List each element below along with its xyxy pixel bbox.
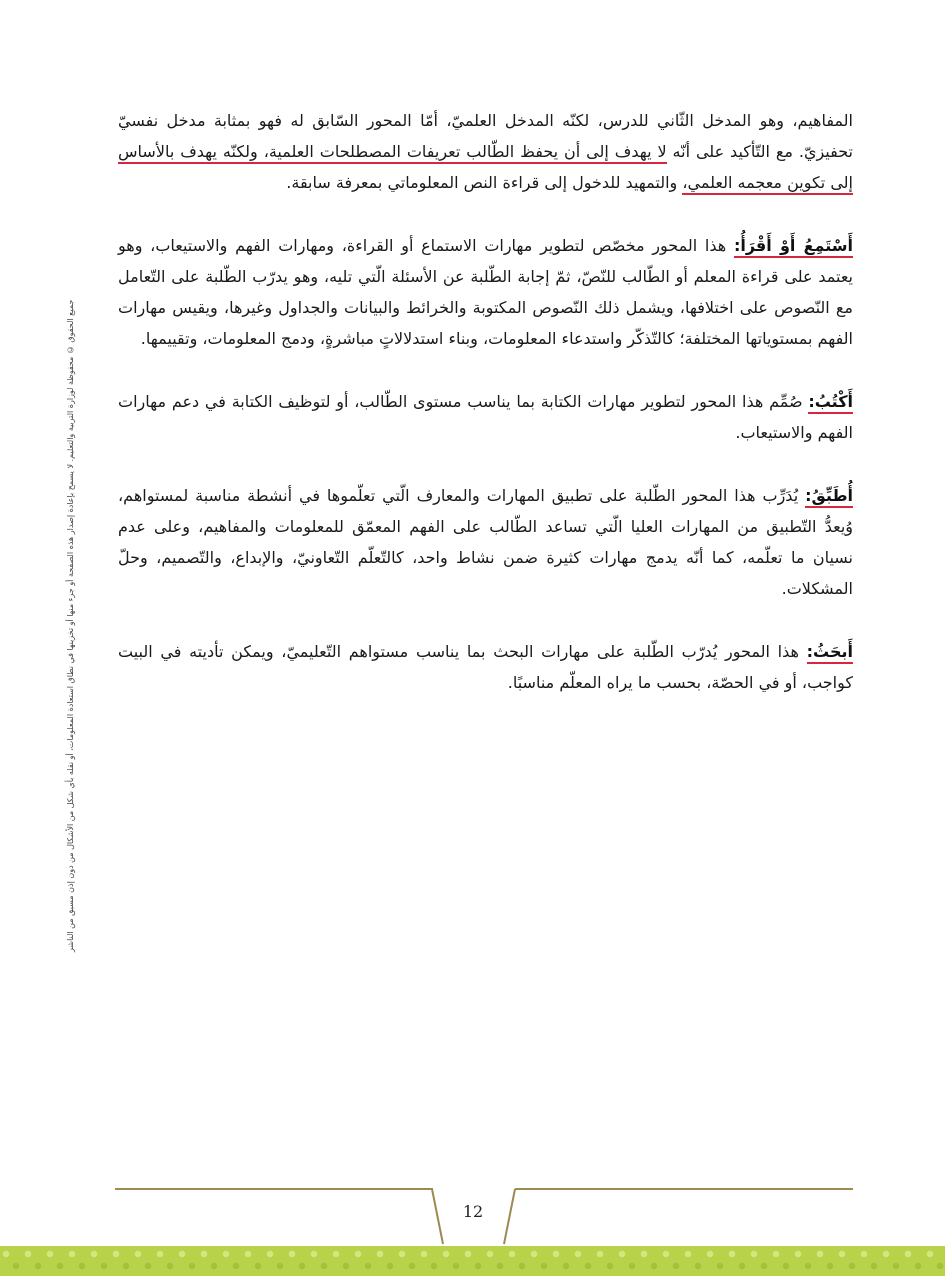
apply-text: يُدَرِّب هذا المحور الطّلبة على تطبيق المهارات والمعارف الّتي تعلّموها في أنشطة مناسبة لمستواهم، وُيعدُّ التّطبيق من المهارات العليا الّتي تساعد الطّالب على الفهم المعمّق للمعلومات والمفاهيم، وعلى عدم نسيان ما تعلّمه، كما أنّه يدمج مهارات كثيرة ضمن نشاط واحد، كالتّعلّم التّعاونيّ، والإبداع، والتّصميم، وحلّ المشكلات.: [118, 486, 853, 598]
write-heading: أَكْتُبُ:: [808, 392, 853, 414]
intro-underlined-text: لا يهدف إلى أن يحفظ الطّالب تعريفات المصطلحات العلمية، ولكنّه يهدف بالأساس إلى تكوين معجمه العلمي،: [118, 142, 853, 195]
research-paragraph: [118, 636, 853, 698]
write-text: صُمِّم هذا المحور لتطوير مهارات الكتابة بما يناسب مستوى الطّالب، أو لتوظيف الكتابة في دعم مهارات الفهم والاستيعاب.: [118, 392, 853, 442]
main-content: [118, 105, 853, 730]
research-heading: أَبحَثُ:: [807, 642, 853, 664]
copyright-side-note: جميع الحقوق © محفوظة لوزارة التربية والتعليم. لا يسمح بإعادة إصدار هذه الصفحة أو جزء منها أو تخزينها في نطاق استعادة المعلومات، أو نقله بأي شكل من الأشكال من دون إذن مسبق من الناشر: [66, 300, 75, 953]
listen-read-paragraph: [118, 230, 853, 354]
footer-line-left: [115, 1188, 433, 1190]
intro-text-1: المفاهيم، وهو المدخل الثّاني للدرس، لكنّه المدخل العلميّ، أمّا المحور السّابق له فهو بمثابة مدخل نفسيّ تحفيزيّ. مع التّأكيد على أنّه: [118, 111, 853, 161]
page-number: 12: [462, 1202, 484, 1221]
apply-paragraph: [118, 480, 853, 604]
listen-read-text: هذا المحور مخصّص لتطوير مهارات الاستماع أو القراءة، ومهارات الفهم والاستيعاب، وهو يعتمد على قراءة المعلم أو الطّالب للنّصّ، ثمّ إجابة الطّلبة عن الأسئلة الّتي تليه، وهو يدرّب الطّلبة على التّعامل مع النّصوص على اختلافها، ويشمل ذلك النّصوص المكتوبة والخرائط والبيانات والجداول وغيرها، ويقيس مهارات الفهم بمستوياتها المختلفة؛ كالتّذكّر واستدعاء المعلومات، وبناء استدلالاتٍ مباشرةٍ، ودمج المعلومات، وتقييمها.: [118, 236, 853, 348]
intro-text-2: والتمهيد للدخول إلى قراءة النص المعلوماتي بمعرفة سابقة.: [286, 173, 683, 192]
write-paragraph: [118, 386, 853, 448]
intro-paragraph: [118, 105, 853, 198]
decorative-green-band: [0, 1246, 945, 1276]
research-text: هذا المحور يُدرّب الطّلبة على مهارات البحث بما يناسب مستواهم التّعليميّ، ويمكن تأديته في البيت كواجب، أو في الحصّة، بحسب ما يراه المعلّم مناسبًا.: [118, 642, 853, 692]
listen-read-heading: أَسْتَمِعُ أَوْ أَقْرَأُ:: [734, 236, 853, 258]
apply-heading: أُطَبِّقُ:: [805, 486, 853, 508]
footer-line-right: [515, 1188, 853, 1190]
